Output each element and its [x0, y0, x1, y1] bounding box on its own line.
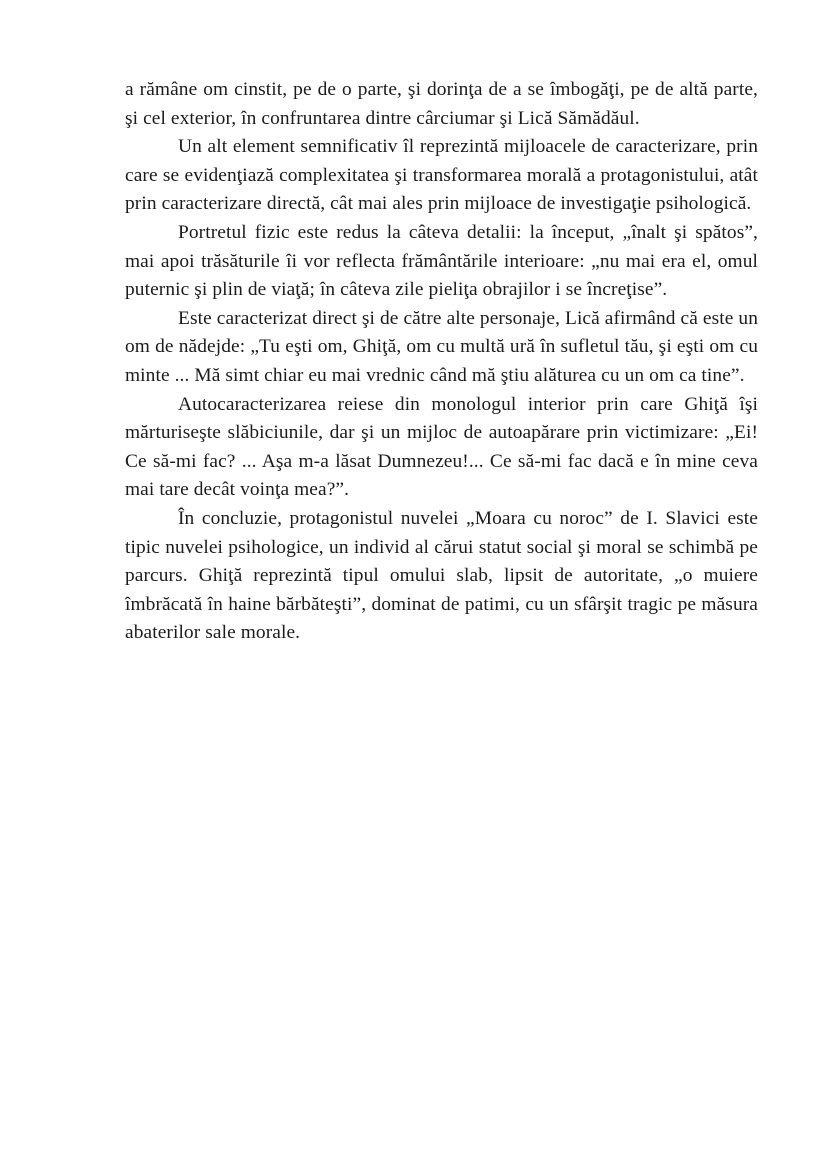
essay-paragraph: a rămâne om cinstit, pe de o parte, şi dorinţa de a se îmbogăţi, pe de altă parte, şi cel exterior, în confruntarea dintre cârciumar şi Lică Sămădăul. — [125, 79, 758, 129]
essay-paragraph: Un alt element semnificativ îl reprezintă mijloacele de caracterizare, prin care se evidenţiază complexitatea şi transformarea morală a protagonistului, atât prin caracterizare directă, cât mai ales prin mijloace de investigaţie psihologică. — [125, 136, 758, 215]
essay-paragraph: Portretul fizic este redus la câteva detalii: la început, „înalt şi spătos”, mai apoi trăsăturile îi vor reflecta frământările interioare: „nu mai era el, omul puternic şi plin de viaţă; în câteva zile pieliţa obrajilor i se încreţise”. — [125, 221, 758, 301]
essay-paragraph: Este caracterizat direct şi de către alte personaje, Lică afirmând că este un om de nădejde: „Tu eşti om, Ghiţă, om cu multă ură în sufletul tău, şi eşti om cu minte ... Mă simt chiar eu mai vrednic când mă ştiu alăturea cu un om ca tine”. — [125, 307, 758, 386]
essay-paragraph: Autocaracterizarea reiese din monologul interior prin care Ghiţă îşi mărturiseşte slăbiciunile, dar şi un mijloc de autoapărare prin victimizare: „Ei! Ce să-mi fac? ... Aşa m-a lăsat Dumnezeu!... Ce să-mi fac dacă e în mine ceva mai tare decât voinţa mea?”. — [125, 393, 758, 501]
essay-paragraph: În concluzie, protagonistul nuvelei „Moara cu noroc” de I. Slavici este tipic nuvelei psihologice, un individ al cărui statut social şi moral se schimbă pe parcurs. Ghiţă reprezintă tipul omului slab, lipsit de autoritate, „o muiere îmbrăcată în haine bărbăteşti”, dominat de patimi, cu un sfârşit tragic pe măsura abaterilor sale morale. — [125, 507, 758, 644]
essay-text-block — [125, 76, 758, 648]
